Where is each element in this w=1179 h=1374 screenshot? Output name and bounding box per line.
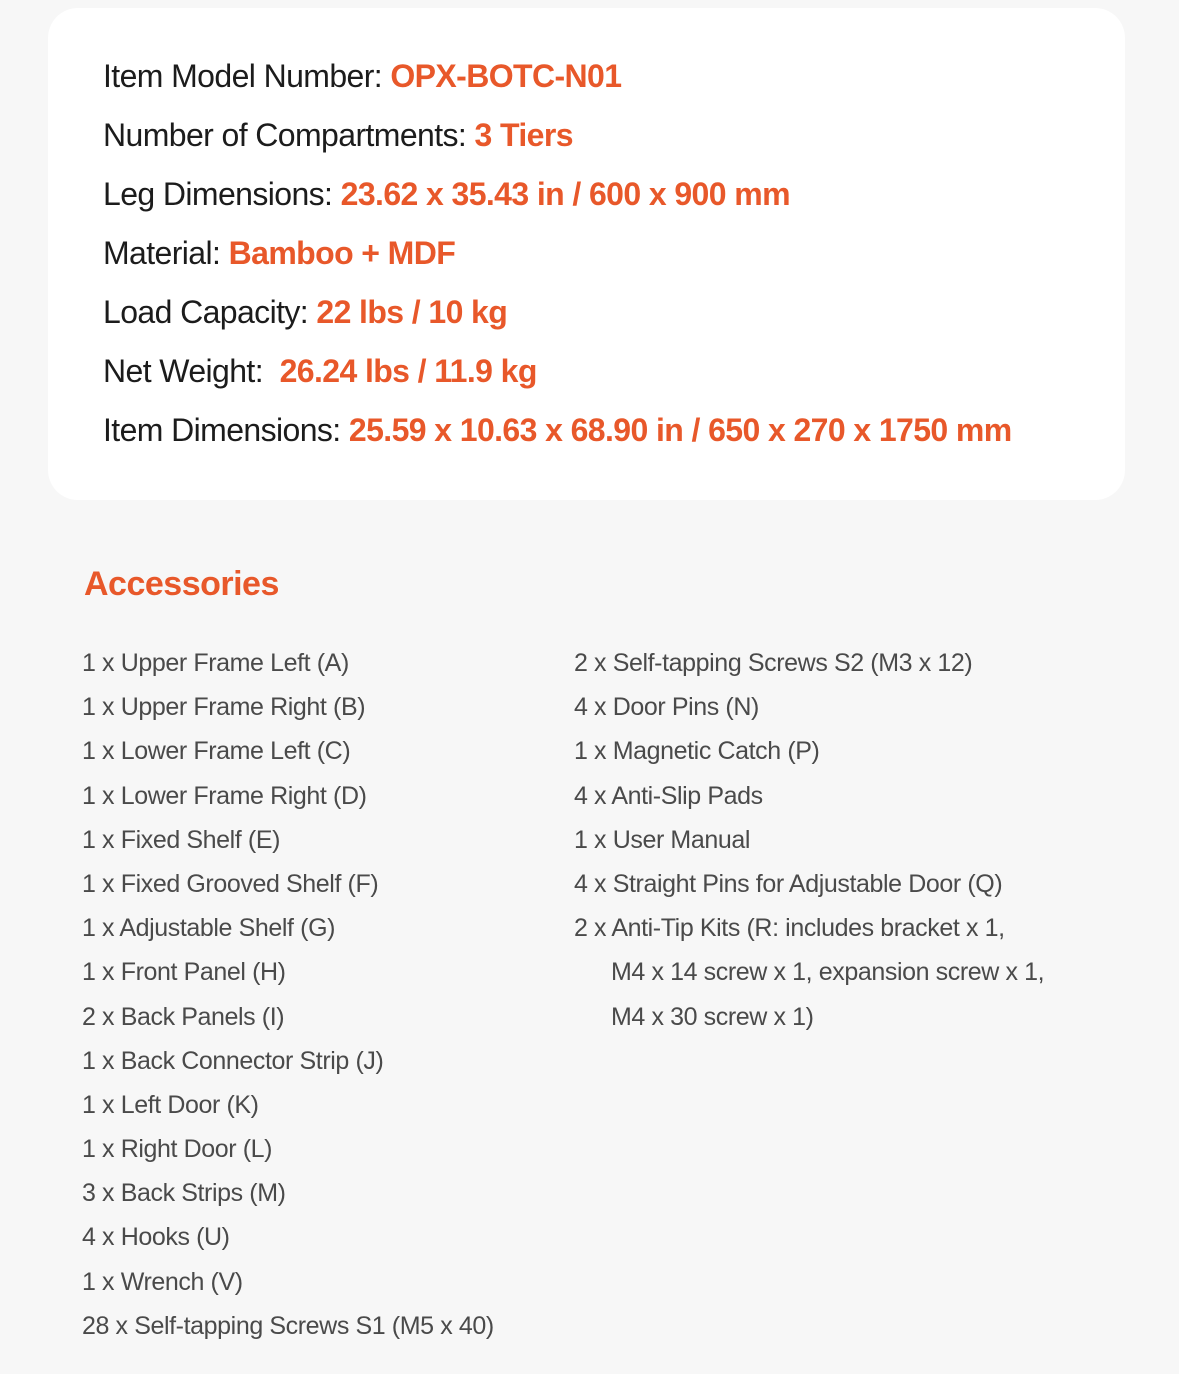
list-item: 1 x User Manual bbox=[574, 825, 751, 854]
accessories-title: Accessories bbox=[84, 565, 279, 603]
spec-value: 3 Tiers bbox=[474, 117, 573, 153]
spec-label: Load Capacity: bbox=[103, 294, 317, 330]
list-item: 4 x Hooks (U) bbox=[82, 1223, 230, 1252]
accessories-list-left bbox=[82, 641, 494, 1348]
spec-value: 26.24 lbs / 11.9 kg bbox=[279, 353, 537, 389]
list-item: 1 x Magnetic Catch (P) bbox=[574, 737, 820, 766]
spec-compartments bbox=[103, 115, 1125, 174]
spec-label: Net Weight: bbox=[103, 353, 280, 389]
list-item-continuation: M4 x 30 screw x 1) bbox=[611, 1002, 814, 1031]
spec-material bbox=[103, 233, 1125, 292]
list-item: 1 x Lower Frame Left (C) bbox=[82, 737, 351, 766]
list-item: 1 x Upper Frame Right (B) bbox=[82, 693, 366, 722]
list-item: 4 x Straight Pins for Adjustable Door (Q) bbox=[574, 869, 1003, 898]
list-item: 28 x Self-tapping Screws S1 (M5 x 40) bbox=[82, 1311, 494, 1340]
spec-label: Item Dimensions: bbox=[103, 412, 349, 448]
spec-value: 25.59 x 10.63 x 68.90 in / 650 x 270 x 1750 mm bbox=[348, 412, 1012, 448]
spec-label: Item Model Number: bbox=[103, 58, 391, 94]
spec-net-weight bbox=[103, 351, 1125, 410]
spec-item-dimensions bbox=[103, 410, 1125, 469]
spec-label: Leg Dimensions: bbox=[103, 176, 341, 212]
spec-leg-dimensions bbox=[103, 174, 1125, 233]
list-item: 1 x Upper Frame Left (A) bbox=[82, 649, 349, 677]
list-item: 1 x Right Door (L) bbox=[82, 1135, 273, 1164]
spec-value: OPX-BOTC-N01 bbox=[390, 58, 622, 94]
accessories-list-right bbox=[574, 641, 1044, 1039]
spec-value: Bamboo + MDF bbox=[228, 235, 456, 271]
list-item: 4 x Anti-Slip Pads bbox=[574, 781, 763, 810]
list-item: 1 x Adjustable Shelf (G) bbox=[82, 914, 336, 943]
list-item: 2 x Anti-Tip Kits (R: includes bracket x 1, bbox=[574, 914, 1005, 943]
list-item: 1 x Fixed Shelf (E) bbox=[82, 825, 281, 854]
list-item: 1 x Front Panel (H) bbox=[82, 958, 286, 987]
spec-value: 23.62 x 35.43 in / 600 x 900 mm bbox=[340, 176, 790, 212]
list-item: 2 x Self-tapping Screws S2 (M3 x 12) bbox=[574, 649, 973, 677]
list-item: 1 x Left Door (K) bbox=[82, 1090, 259, 1119]
list-item: 1 x Wrench (V) bbox=[82, 1267, 243, 1296]
spec-load-capacity bbox=[103, 292, 1125, 351]
list-item: 4 x Door Pins (N) bbox=[574, 693, 759, 722]
list-item-continuation: M4 x 14 screw x 1, expansion screw x 1, bbox=[611, 958, 1045, 987]
list-item: 1 x Fixed Grooved Shelf (F) bbox=[82, 869, 379, 898]
list-item: 1 x Lower Frame Right (D) bbox=[82, 781, 367, 810]
spec-label: Number of Compartments: bbox=[103, 117, 475, 153]
list-item: 3 x Back Strips (M) bbox=[82, 1179, 286, 1208]
list-item: 2 x Back Panels (I) bbox=[82, 1002, 285, 1031]
specifications-card bbox=[48, 8, 1125, 500]
spec-model-number bbox=[103, 56, 1125, 115]
list-item: 1 x Back Connector Strip (J) bbox=[82, 1046, 384, 1075]
spec-value: 22 lbs / 10 kg bbox=[316, 294, 508, 330]
spec-label: Material: bbox=[103, 235, 229, 271]
